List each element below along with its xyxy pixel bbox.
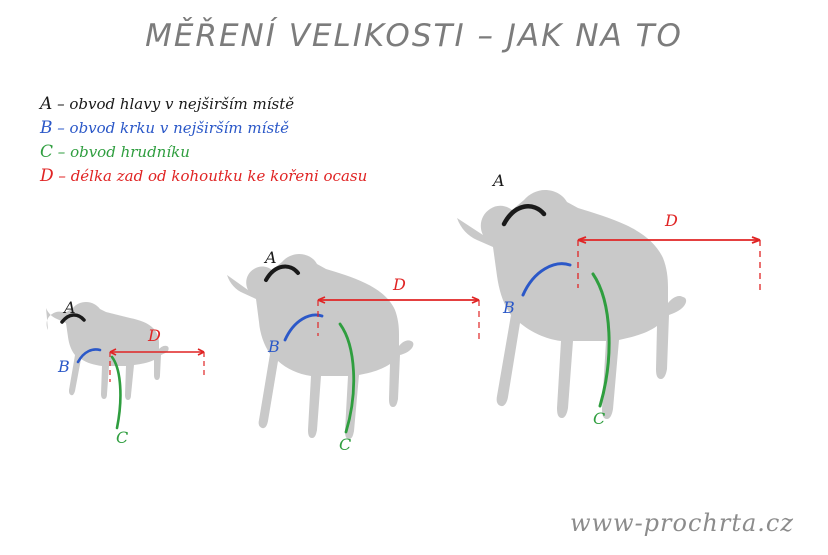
legend-text-d: – délka zad od kohoutku ke kořeni ocasu: [58, 167, 368, 185]
large-label-b: B: [503, 298, 515, 317]
legend-key-a: A: [40, 94, 53, 114]
medium-label-d: D: [393, 275, 406, 294]
large-label-a: A: [493, 171, 505, 190]
legend-text-c: – obvod hrudníku: [57, 143, 190, 161]
legend-text-b: – obvod krku v nejširším místě: [57, 119, 290, 137]
small-label-d: D: [148, 326, 161, 345]
legend-key-d: D: [40, 166, 54, 186]
large-dog-group: [457, 171, 760, 428]
small-label-a: A: [64, 298, 76, 317]
small-label-b: B: [58, 357, 70, 376]
large-dog-silhouette: [457, 190, 686, 419]
medium-label-c: C: [339, 435, 352, 454]
small-label-c: C: [116, 428, 129, 447]
large-label-c: C: [593, 409, 606, 428]
page-title: MĚŘENÍ VELIKOSTI – JAK NA TO: [145, 18, 683, 54]
legend-text-a: – obvod hlavy v nejširším místě: [57, 95, 295, 113]
large-label-d: D: [665, 211, 678, 230]
medium-dog-silhouette: [227, 254, 413, 439]
watermark: www-prochrta.cz: [569, 509, 794, 537]
medium-label-a: A: [265, 248, 277, 267]
small-dog-group: [46, 298, 204, 447]
small-chest-measure-arc: [112, 357, 120, 428]
legend-key-c: C: [40, 142, 54, 162]
medium-label-b: B: [268, 337, 280, 356]
legend-key-b: B: [40, 118, 53, 138]
medium-dog-group: [227, 248, 479, 454]
